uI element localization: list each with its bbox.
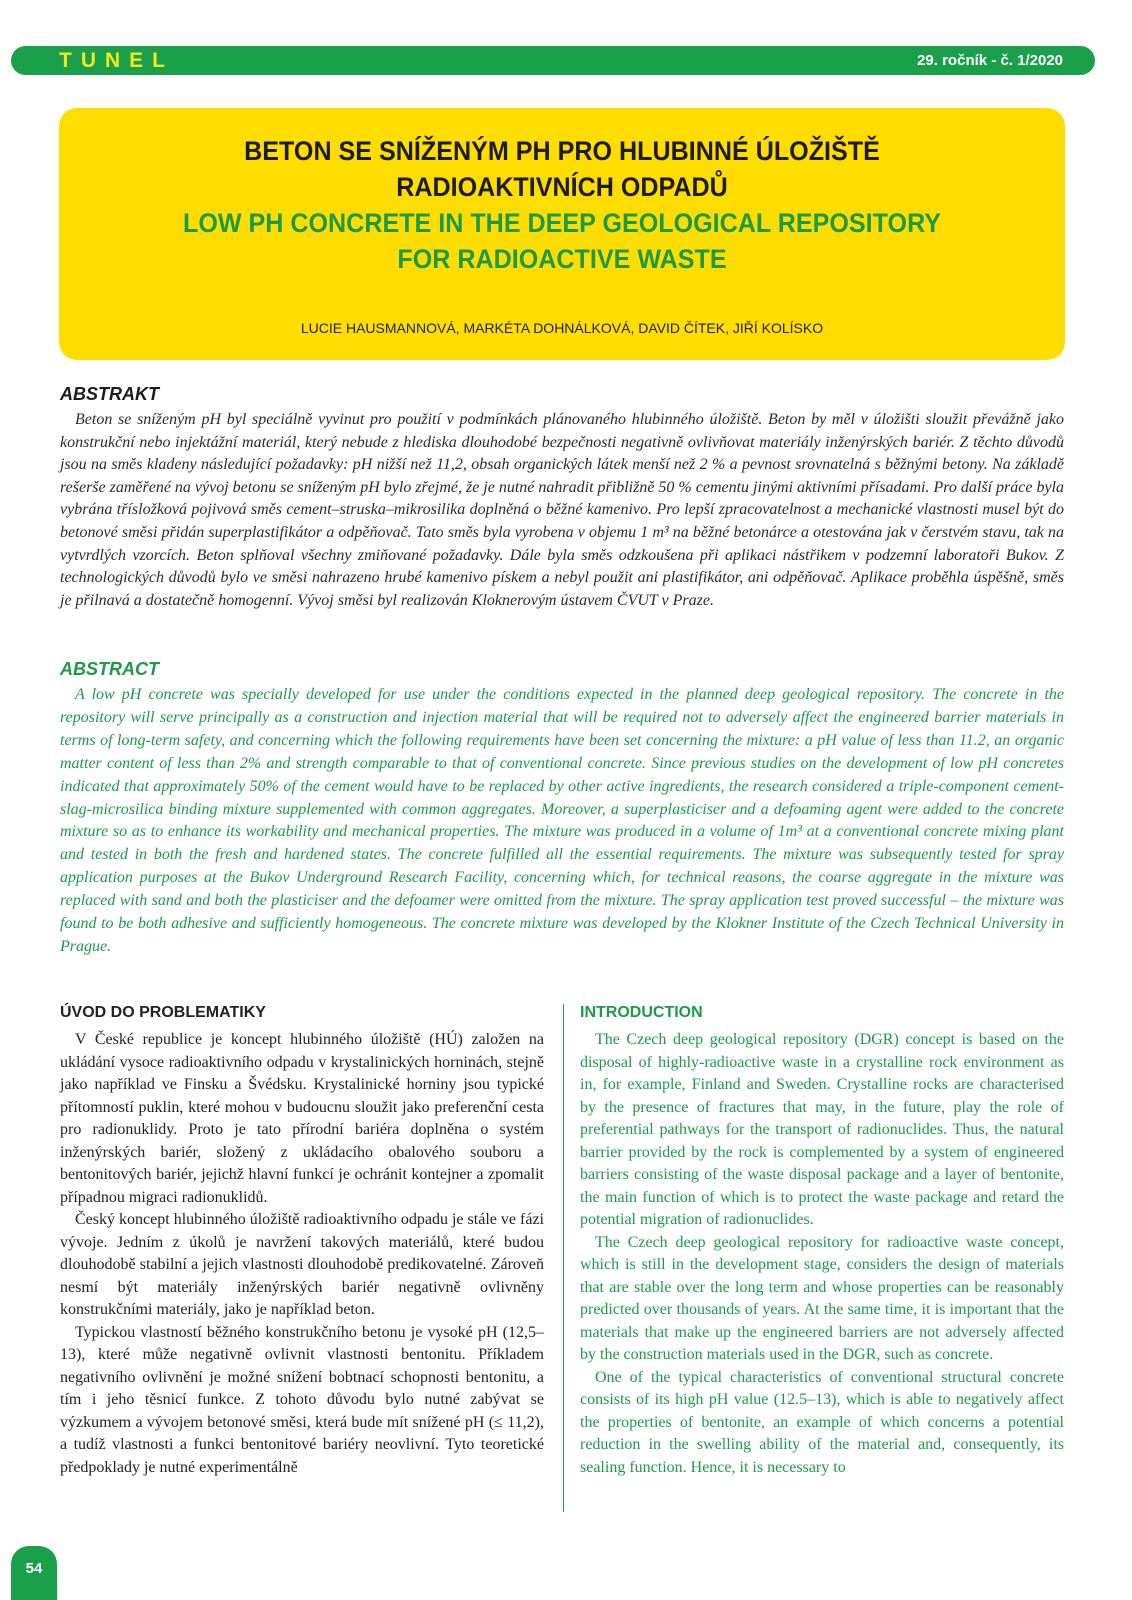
intro-cs-paragraph: V České republice je koncept hlubinného úložiště (HÚ) založen na ukládání vysoce radioaktivního odpadu v krystalinických horninách, stejně jako například ve Finsku a Švédsku. Krystalinické horniny jsou typické přítomností puklin, které mohou v budoucnu sloužit jako preferenční cesta pro radionuklidy. Proto je tato přírodní bariéra doplněna o systém inženýrských bariér, složený z ukládacího obalového souboru a bentonitových bariér, jejichž hlavní funkcí je ochránit kontejner a zpomalit případnou migraci radionuklidů. [60,1031,544,1206]
intro-cs-paragraph: Český koncept hlubinného úložiště radioaktivního odpadu je stále ve fázi vývoje. Jedním z úkolů je navržení takových materiálů, které budou dlouhodobě stabilní a jejich vlastnosti dlouhodobě predikovatelné. Zároveň nesmí být materiály inženýrských bariér negativně ovlivněny konstrukčními materiály, jako je například beton. [60,1211,544,1318]
intro-en-column [580,1003,1064,1479]
column-divider [563,1004,564,1512]
title-cs-line2: RADIOAKTIVNÍCH ODPADŮ [396,172,728,202]
abstract-cs-heading: ABSTRAKT [60,384,159,404]
intro-en-paragraph: The Czech deep geological repository (DGR) concept is based on the disposal of highly-radioactive waste in a crystalline rock environment as in, for example, Finland and Sweden. Crystalline rocks are characterised by the presence of fractures that may, in the future, play the role of preferential pathways for the transport of radionuclides. Thus, the natural barrier provided by the rock is complemented by a system of engineered barriers consisting of the waste disposal package and a layer of bentonite, the main function of which is to protect the waste package and retard the potential migration of radionuclides. [580,1031,1064,1228]
header-bar [11,46,1095,75]
intro-en-heading: INTRODUCTION [580,1004,703,1021]
intro-cs-column [60,1003,544,1479]
title-en-line1: LOW PH CONCRETE IN THE DEEP GEOLOGICAL REPOSITORY [182,208,942,238]
page-number-tab [11,1546,57,1600]
abstract-cs-text: Beton se sníženým pH byl speciálně vyvinut pro použití v podmínkách plánovaného hlubinného úložiště. Beton by měl v úložišti sloužit převážně jako konstrukční nebo injektážní materiál, který nebude z hlediska dlouhodobé bezpečnosti negativně ovlivňovat materiály inženýrských bariér. Z těchto důvodů jsou na směs kladeny následující požadavky: pH nižší než 11,2, obsah organických látek menší než 2 % a pevnost srovnatelná s běžnými betony. Na základě rešerše zaměřené na vývoj betonu se sníženým pH bylo zřejmé, že je nutné nahradit přibližně 50 % cementu jinými aktivními přísadami. Pro další práce byla vybrána třísložková pojivová směs cement–struska–mikrosilika doplněná o běžné kamenivo. Pro lepší zpracovatelnost a mechanické vlastnosti musel být do betonové směsi přidán superplastifikátor a odpěňovač. Tato směs byla vyrobena v objemu 1 m³ na běžné betonárce a otestována jak v čerstvém stavu, tak na vytvrdlých vzorcích. Beton splňoval všechny zmiňované požadavky. Dále byla směs odzkoušena při aplikaci nástřikem v podzemní laboratoři Bukov. Z technologických důvodů bylo ve směsi nahrazeno hrubé kamenivo pískem a nebyl použit ani plastifikátor, ani odpěňovač. Aplikace proběhla úspěšně, směs je přilnavá a dostatečně homogenní. Vývoj směsi byl realizován Kloknerovým ústavem ČVUT v Praze. [60,411,1064,609]
intro-cs-paragraph: Typickou vlastností běžného konstrukčního betonu je vysoké pH (12,5–13), které může negativně ovlivnit vlastnosti bentonitu. Příkladem negativního ovlivnění je možné snížení bobtnací schopnosti bentonitu, a tím i jeho těsnicí funkce. Z tohoto důvodu bylo nutné zabývat se výzkumem a vývojem betonové směsi, která bude mít snížené pH (≤ 11,2), a tudíž vlastnosti a funkci bentonitové bariéry neovlivní. Tyto teoretické předpoklady je nutné experimentálně [60,1323,544,1476]
title-en-line2: FOR RADIOACTIVE WASTE [397,244,727,274]
intro-cs-heading: ÚVOD DO PROBLEMATIKY [60,1004,266,1021]
title-cs-line1: BETON SE SNÍŽENÝM PH PRO HLUBINNÉ ÚLOŽIŠTĚ [244,136,880,166]
intro-en-paragraph: The Czech deep geological repository for radioactive waste concept, which is still in the development stage, considers the design of materials that are stable over the long term and whose properties can be reasonably predicted over thousands of years. At the same time, it is important that the materials that make up the engineered barriers are not adversely affected by the construction materials used in the DGR, such as concrete. [580,1233,1064,1363]
abstract-en-heading: ABSTRACT [60,659,159,679]
intro-en-paragraph: One of the typical characteristics of conventional structural concrete consists of its high pH value (12.5–13), which is able to negatively affect the properties of bentonite, an example of which concerns a potential reduction in the swelling ability of the material and, consequently, its sealing function. Hence, it is necessary to [580,1368,1064,1476]
journal-logo: TUNEL [59,49,174,72]
title-box [59,108,1065,360]
page-number: 54 [25,1560,43,1577]
abstract-en-text: A low pH concrete was specially developed for use under the conditions expected in the planned deep geological repository. The concrete in the repository will serve principally as a construction and injection material that will be required not to adversely affect the engineered barrier materials in terms of long-term safety, and concerning which the following requirements have been set concerning the mixture: a pH value of less than 11.2, an organic matter content of less than 2% and strength comparable to that of conventional concrete. Since previous studies on the development of low pH concretes indicated that approximately 50% of the cement would have to be replaced by other active ingredients, the research considered a triple-component cement-slag-microsilica binding mixture supplemented with common aggregates. Moreover, a superplasticiser and a defoaming agent were added to the concrete mixture so as to enhance its workability and mechanical properties. The mixture was produced in a volume of 1m³ at a conventional concrete mixing plant and tested in both the fresh and hardened states. The concrete fulfilled all the essential requirements. The mixture was subsequently tested for spray application purposes at the Bukov Underground Research Facility, concerning which, for technical reasons, the coarse aggregate in the mixture was replaced with sand and both the plasticiser and the defoamer were omitted from the mixture. The spray application test proved successful – the mixture was found to be both adhesive and sufficiently homogeneous. The concrete mixture was developed by the Klokner Institute of the Czech Technical University in Prague. [60,686,1064,955]
authors: LUCIE HAUSMANNOVÁ, MARKÉTA DOHNÁLKOVÁ, DAVID ČÍTEK, JIŘÍ KOLÍSKO [300,320,824,336]
issue-label: 29. ročník - č. 1/2020 [917,52,1063,69]
